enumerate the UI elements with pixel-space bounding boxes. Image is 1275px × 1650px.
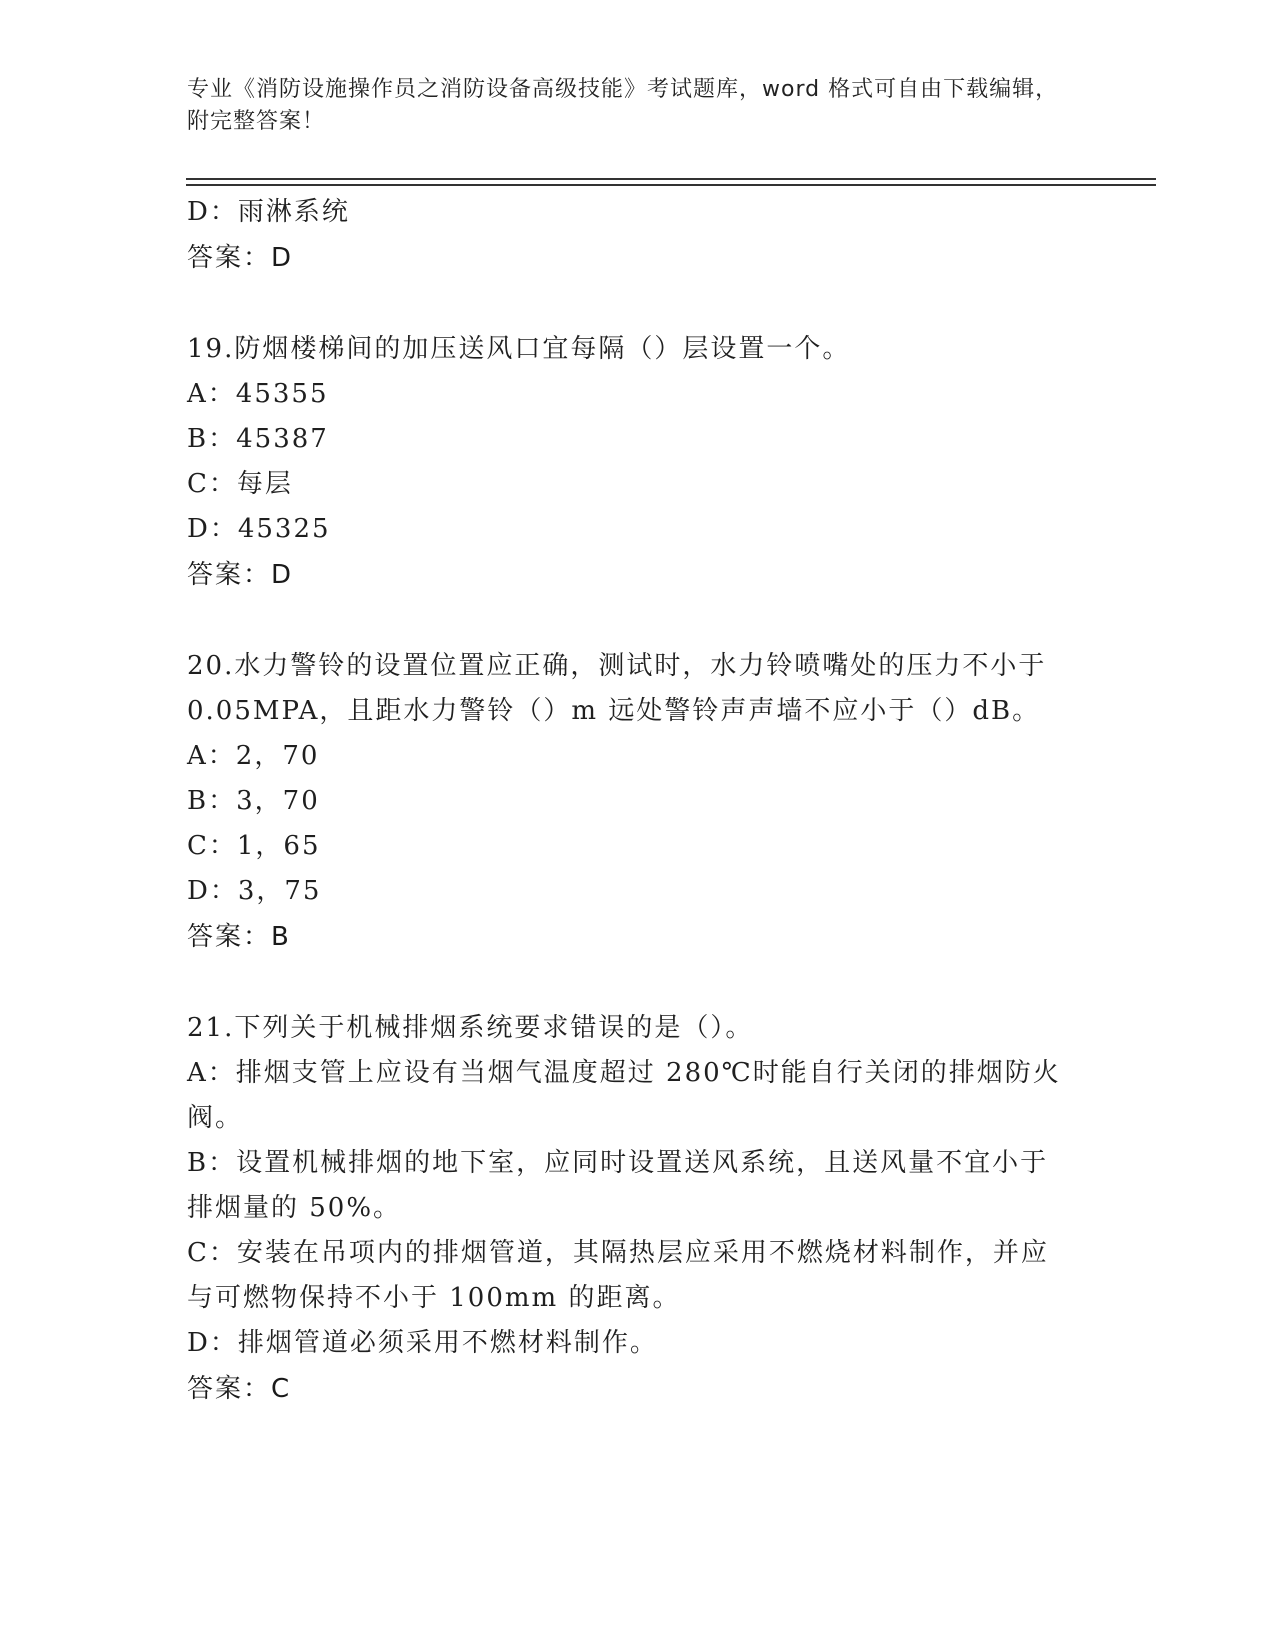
q20-stem-line2: 0.05MPA，且距水力警铃（）m 远处警铃声声墙不应小于（）dB。 bbox=[187, 696, 1041, 726]
spacer bbox=[187, 960, 1087, 1006]
q21-stem: 21.下列关于机械排烟系统要求错误的是（）。 bbox=[187, 1013, 754, 1043]
q19-option-b: B：45387 bbox=[187, 424, 329, 454]
q20-option-d: D：3，75 bbox=[187, 876, 322, 906]
q19-answer: 答案：D bbox=[187, 560, 294, 590]
q20-option-b: B：3，70 bbox=[187, 786, 320, 816]
q20-option-a: A：2，70 bbox=[187, 741, 320, 771]
q21-option-c-line1: C：安装在吊项内的排烟管道，其隔热层应采用不燃烧材料制作，并应 bbox=[187, 1238, 1049, 1268]
q21-option-c-line2: 与可燃物保持不小于 100mm 的距离。 bbox=[187, 1283, 681, 1313]
q19-option-a: A：45355 bbox=[187, 379, 329, 409]
q21-option-d: D：排烟管道必须采用不燃材料制作。 bbox=[187, 1328, 658, 1358]
q20-answer: 答案：B bbox=[187, 922, 291, 952]
q21-option-b-line2: 排烟量的 50%。 bbox=[187, 1193, 402, 1223]
header-divider-bottom bbox=[186, 184, 1156, 186]
q20-option-c: C：1，65 bbox=[187, 831, 321, 861]
q21-option-a-line2: 阀。 bbox=[187, 1103, 244, 1133]
q21-option-b-line1: B：设置机械排烟的地下室，应同时设置送风系统，且送风量不宜小于 bbox=[187, 1148, 1049, 1178]
q19-option-c: C：每层 bbox=[187, 469, 293, 499]
header-divider-top bbox=[186, 178, 1156, 180]
q21-answer: 答案：C bbox=[187, 1374, 292, 1404]
document-header: 专业《消防设施操作员之消防设备高级技能》考试题库，word 格式可自由下载编辑，附完整答案！ bbox=[187, 77, 1059, 134]
prev-option-d: D：雨淋系统 bbox=[187, 197, 350, 227]
q19-stem: 19.防烟楼梯间的加压送风口宜每隔（）层设置一个。 bbox=[187, 334, 851, 364]
q21-option-a-line1: A：排烟支管上应设有当烟气温度超过 280℃时能自行关闭的排烟防火 bbox=[187, 1058, 1061, 1088]
prev-answer: 答案：D bbox=[187, 243, 294, 273]
q19-option-d: D：45325 bbox=[187, 514, 331, 544]
q20-stem-line1: 20.水力警铃的设置位置应正确，测试时，水力铃喷嘴处的压力不小于 bbox=[187, 651, 1047, 681]
spacer bbox=[187, 281, 1087, 327]
spacer bbox=[187, 598, 1087, 644]
question-content bbox=[187, 190, 1087, 1412]
